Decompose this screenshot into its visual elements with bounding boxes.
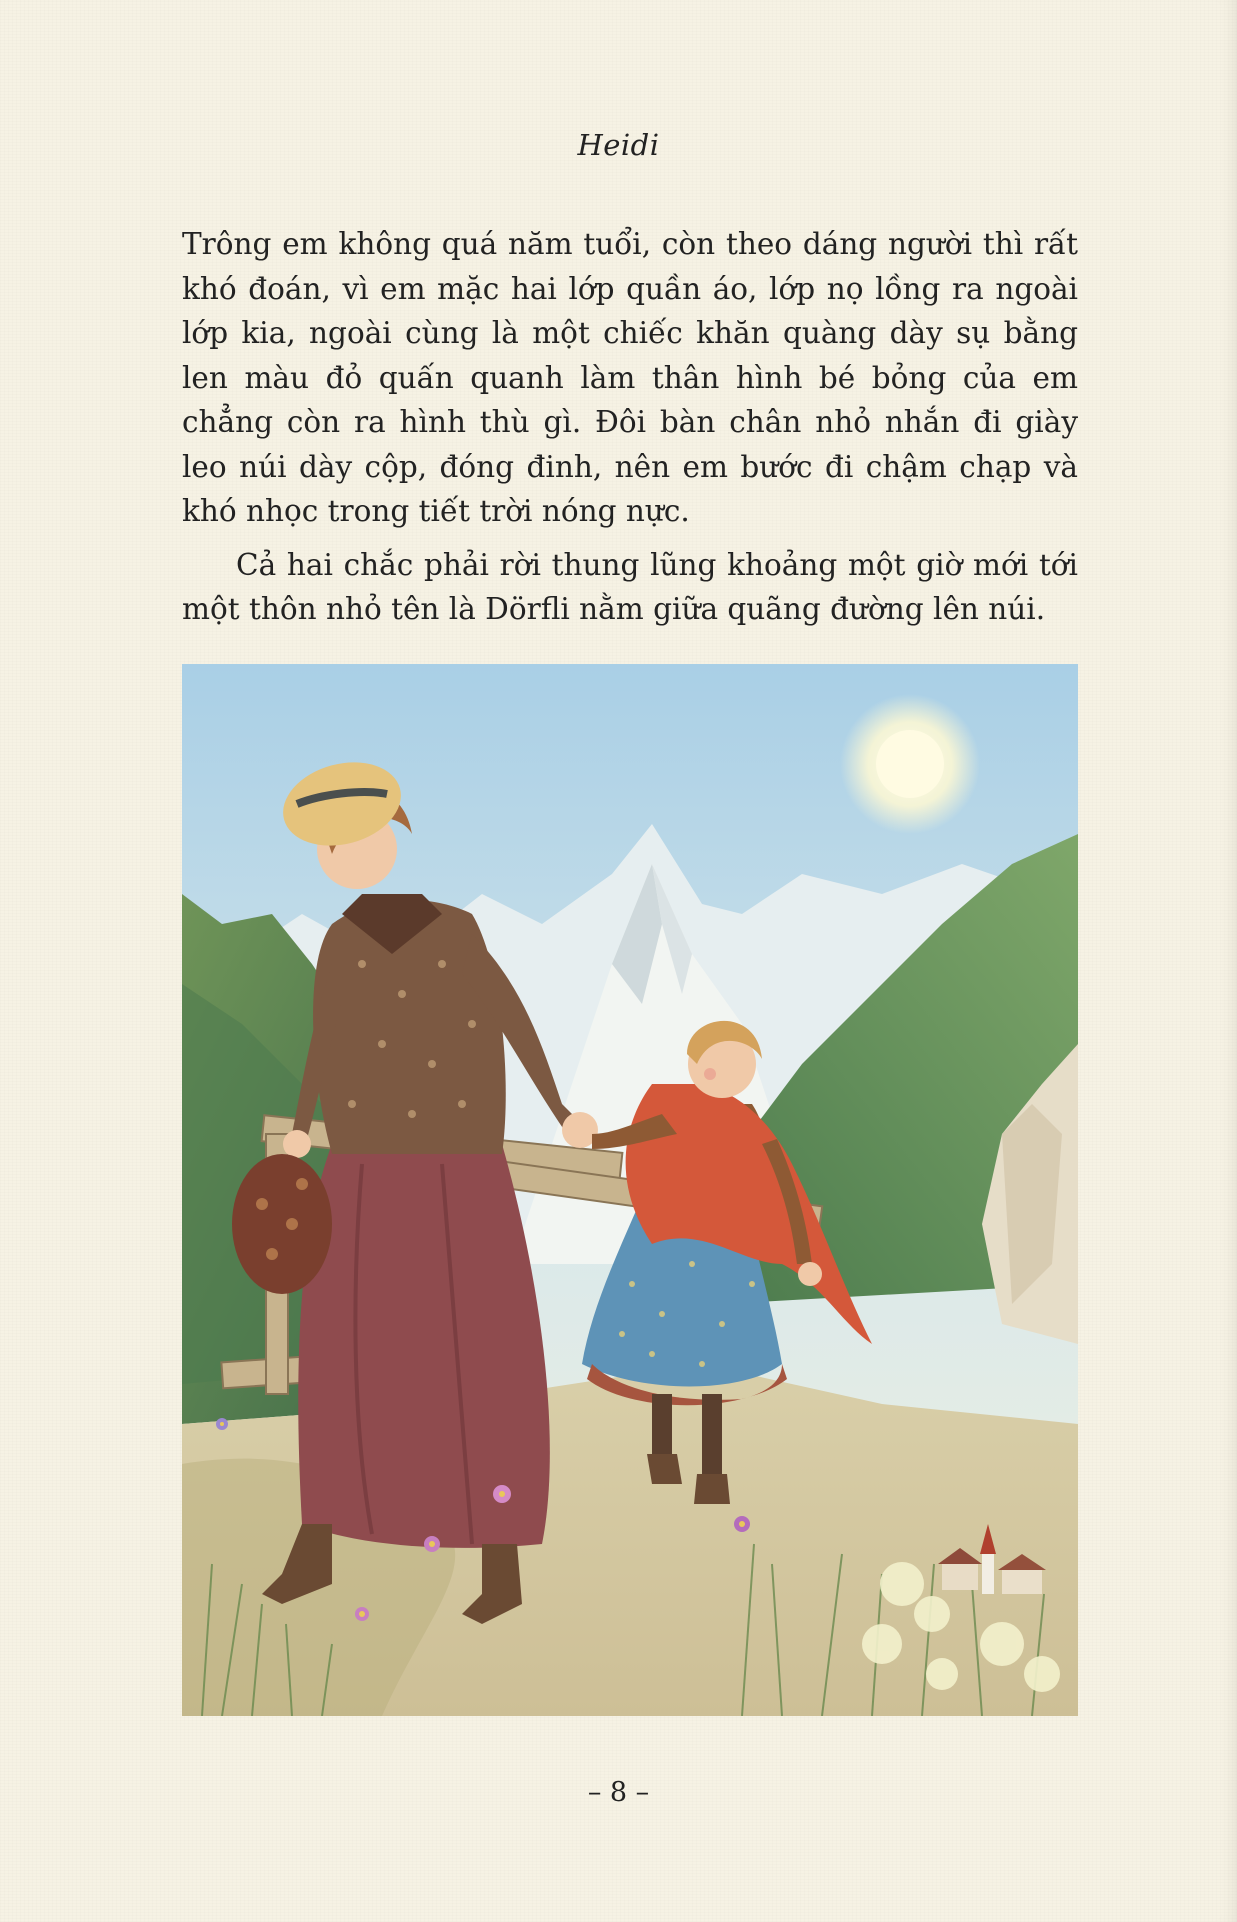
paragraph-2: Cả hai chắc phải rời thung lũng khoảng một giờ mới tới một thôn nhỏ tên là Dörfli nằm giữa quãng đường lên núi. — [182, 547, 1078, 626]
illustration-art — [182, 664, 1078, 1716]
running-head: Heidi — [577, 128, 660, 162]
page-number: – 8 – — [587, 1777, 650, 1808]
body-text — [182, 222, 1078, 632]
bag-icon — [232, 1154, 332, 1294]
illustration — [182, 664, 1078, 1716]
paragraph-1: Trông em không quá năm tuổi, còn theo dáng người thì rất khó đoán, vì em mặc hai lớp quần áo, lớp nọ lồng ra ngoài lớp kia, ngoài cùng là một chiếc khăn quàng dày sụ bằng len màu đỏ quấn quanh làm thân hình bé bỏng của em chẳng còn ra hình thù gì. Đôi bàn chân nhỏ nhắn đi giày leo núi dày cộp, đóng đinh, nên em bước đi chậm chạp và khó nhọc trong tiết trời nóng nực. — [182, 227, 1078, 528]
